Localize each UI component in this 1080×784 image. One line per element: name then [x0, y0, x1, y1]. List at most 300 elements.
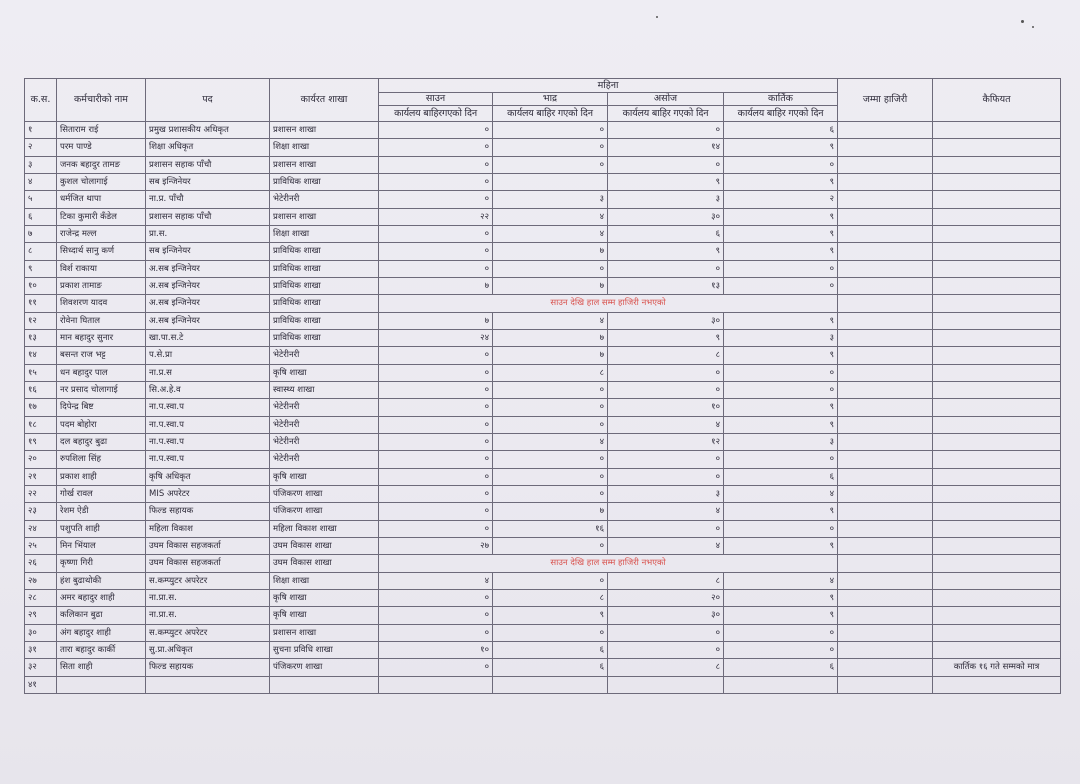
row-month-2: ६ [493, 641, 608, 658]
row-name: सिताराम राई [57, 122, 146, 139]
header-branch: कार्यरत शाखा [270, 79, 379, 122]
row-serial: २४ [25, 520, 57, 537]
row-month-4: २ [724, 191, 838, 208]
attendance-table [24, 78, 1061, 694]
row-total [838, 208, 933, 225]
row-remark [933, 295, 1061, 312]
row-remark [933, 260, 1061, 277]
row-remark [933, 312, 1061, 329]
row-serial: ५ [25, 191, 57, 208]
table-row [25, 191, 1061, 208]
row-month-4: ० [724, 156, 838, 173]
row-name: धर्मजित थापा [57, 191, 146, 208]
row-month-3: ० [608, 641, 724, 658]
row-branch: प्राविधिक शाखा [270, 243, 379, 260]
row-post: अ.सब इन्जिनेयर [146, 295, 270, 312]
row-month-2 [493, 173, 608, 190]
table-row [25, 624, 1061, 641]
row-month-1: ० [379, 399, 493, 416]
row-name: विर्श राकाया [57, 260, 146, 277]
table-row [25, 676, 1061, 694]
row-month-3: ४ [608, 503, 724, 520]
row-serial: १३ [25, 329, 57, 346]
row-remark [933, 416, 1061, 433]
table-row [25, 468, 1061, 485]
row-total [838, 468, 933, 485]
row-remark [933, 381, 1061, 398]
row-month-4: ९ [724, 607, 838, 624]
row-name: प्रकाश तामाङ [57, 277, 146, 294]
row-month-2: १६ [493, 520, 608, 537]
row-month-3: ३० [608, 208, 724, 225]
row-serial: २६ [25, 555, 57, 572]
table-row [25, 347, 1061, 364]
row-month-2: ७ [493, 329, 608, 346]
row-month-4: ० [724, 364, 838, 381]
row-month-2: ४ [493, 208, 608, 225]
table-row [25, 312, 1061, 329]
row-name: टिका कुमारी कँडेल [57, 208, 146, 225]
row-serial: १९ [25, 433, 57, 450]
row-serial: १० [25, 277, 57, 294]
row-month-2: ८ [493, 364, 608, 381]
row-remark [933, 451, 1061, 468]
row-post: ना.प.स्वा.प [146, 451, 270, 468]
row-month-3: १० [608, 399, 724, 416]
row-month-1: ० [379, 520, 493, 537]
row-month-3: १२ [608, 433, 724, 450]
row-serial: ११ [25, 295, 57, 312]
row-total [838, 624, 933, 641]
header-month-1: साउन [379, 93, 493, 106]
table-row [25, 537, 1061, 554]
row-month-3: ८ [608, 572, 724, 589]
row-total [838, 572, 933, 589]
row-name: अंग बहादुर शाही [57, 624, 146, 641]
row-branch: भेटेरीनरी [270, 433, 379, 450]
table-row [25, 329, 1061, 346]
row-branch: प्रशासन शाखा [270, 122, 379, 139]
row-total [838, 225, 933, 242]
row-remark [933, 277, 1061, 294]
row-post: स.कम्प्युटर अपरेटर [146, 624, 270, 641]
row-name: पदम बोहोरा [57, 416, 146, 433]
row-remark [933, 243, 1061, 260]
row-post: सु.प्रा.अधिकृत [146, 641, 270, 658]
row-post: ना.प.स्वा.प [146, 399, 270, 416]
row-month-2: ४ [493, 312, 608, 329]
row-branch: भेटेरीनरी [270, 451, 379, 468]
row-post: फिल्ड सहायक [146, 503, 270, 520]
row-name: बसन्त राज भट्ट [57, 347, 146, 364]
row-post: MIS अपरेटर [146, 485, 270, 502]
row-serial: २० [25, 451, 57, 468]
row-remark [933, 347, 1061, 364]
row-month-1: ० [379, 156, 493, 173]
row-branch: भेटेरीनरी [270, 347, 379, 364]
header-serial: क.स. [25, 79, 57, 122]
row-month-2: ० [493, 399, 608, 416]
row-name: दल बहादुर बुढा [57, 433, 146, 450]
header-caption-4: कार्यलय बाहिर गएको दिन [724, 106, 838, 122]
row-name: जनक बहादुर तामङ [57, 156, 146, 173]
row-branch: पंजिकरण शाखा [270, 659, 379, 676]
row-month-1: ० [379, 139, 493, 156]
row-month-4: ० [724, 520, 838, 537]
row-total [838, 329, 933, 346]
row-month-4: ० [724, 277, 838, 294]
header-caption-3: कार्यलय बाहिर गएको दिन [608, 106, 724, 122]
row-post: ना.प्रा.स. [146, 589, 270, 606]
row-month-4: ३ [724, 329, 838, 346]
row-month-3: ८ [608, 347, 724, 364]
header-caption-2: कार्यलय बाहिर गएको दिन [493, 106, 608, 122]
row-name: हंश बुढाथोकी [57, 572, 146, 589]
row-month-1: ० [379, 243, 493, 260]
row-month-4: ९ [724, 312, 838, 329]
table-row [25, 520, 1061, 537]
row-total [838, 659, 933, 676]
row-month-1: १० [379, 641, 493, 658]
row-remark [933, 520, 1061, 537]
row-month-2: ९ [493, 607, 608, 624]
row-total [838, 364, 933, 381]
row-branch: प्राविधिक शाखा [270, 295, 379, 312]
row-remark [933, 555, 1061, 572]
row-total [838, 589, 933, 606]
empty-cell [608, 676, 724, 694]
row-remark [933, 641, 1061, 658]
row-month-3: ० [608, 381, 724, 398]
row-total [838, 295, 933, 312]
table-row [25, 156, 1061, 173]
empty-cell [379, 676, 493, 694]
row-total [838, 503, 933, 520]
row-month-3: ३० [608, 607, 724, 624]
row-month-4: ६ [724, 122, 838, 139]
row-remark [933, 156, 1061, 173]
row-month-2: ८ [493, 589, 608, 606]
table-row [25, 607, 1061, 624]
row-month-2: ० [493, 122, 608, 139]
table-row [25, 555, 1061, 572]
row-month-3: ९ [608, 243, 724, 260]
row-month-2: ४ [493, 433, 608, 450]
row-month-3: ३ [608, 191, 724, 208]
row-month-1: ७ [379, 312, 493, 329]
row-post: कृषि अधिकृत [146, 468, 270, 485]
row-name: मान बहादुर सुनार [57, 329, 146, 346]
row-total [838, 191, 933, 208]
table-row [25, 572, 1061, 589]
table-row [25, 381, 1061, 398]
row-total [838, 399, 933, 416]
row-month-1: ० [379, 468, 493, 485]
row-post: उघम विकास सहजकर्ता [146, 555, 270, 572]
row-month-2: ४ [493, 225, 608, 242]
empty-cell [270, 676, 379, 694]
row-month-4: ९ [724, 399, 838, 416]
row-remark [933, 485, 1061, 502]
table-row [25, 295, 1061, 312]
row-serial: ४१ [25, 676, 57, 694]
row-month-3: ० [608, 451, 724, 468]
row-post: प्रशासन सहाक पाँचौ [146, 156, 270, 173]
row-month-3: २० [608, 589, 724, 606]
row-month-4: ४ [724, 485, 838, 502]
row-post: सब इन्जिनेयर [146, 243, 270, 260]
row-total [838, 347, 933, 364]
row-post: अ.सब इन्जिनेयर [146, 277, 270, 294]
row-month-2: ७ [493, 503, 608, 520]
row-serial: १५ [25, 364, 57, 381]
header-caption-1: कार्यलय बाहिरगएको दिन [379, 106, 493, 122]
row-serial: २९ [25, 607, 57, 624]
row-month-3: ० [608, 468, 724, 485]
row-month-1: ० [379, 485, 493, 502]
empty-cell [57, 676, 146, 694]
row-post: प्रा.स. [146, 225, 270, 242]
row-branch: पंजिकरण शाखा [270, 485, 379, 502]
row-total [838, 555, 933, 572]
table-body [25, 122, 1061, 694]
row-remark [933, 607, 1061, 624]
row-month-4: ९ [724, 347, 838, 364]
row-name: गोर्ख रावल [57, 485, 146, 502]
header-month-2: भाद्र [493, 93, 608, 106]
row-month-4: ० [724, 381, 838, 398]
empty-cell [493, 676, 608, 694]
table-row [25, 433, 1061, 450]
row-month-4: ९ [724, 225, 838, 242]
row-serial: २१ [25, 468, 57, 485]
row-branch: प्राविधिक शाखा [270, 329, 379, 346]
row-total [838, 537, 933, 554]
paper-speck [1032, 26, 1034, 28]
row-serial: ३२ [25, 659, 57, 676]
row-serial: ६ [25, 208, 57, 225]
row-post: प्रमुख प्रशासकीय अधिकृत [146, 122, 270, 139]
row-total [838, 122, 933, 139]
paper-speck [656, 16, 658, 18]
row-month-3: ० [608, 520, 724, 537]
row-total [838, 416, 933, 433]
row-total [838, 520, 933, 537]
row-remark [933, 225, 1061, 242]
row-total [838, 641, 933, 658]
row-serial: २ [25, 139, 57, 156]
row-remark [933, 122, 1061, 139]
empty-cell [724, 676, 838, 694]
row-month-1: ० [379, 659, 493, 676]
table-row [25, 277, 1061, 294]
row-month-2: ७ [493, 243, 608, 260]
table-row [25, 260, 1061, 277]
table-row [25, 589, 1061, 606]
row-month-1: ० [379, 589, 493, 606]
row-note: साउन देखि हाल सम्म हाजिरी नभएको [379, 555, 838, 572]
row-note: साउन देखि हाल सम्म हाजिरी नभएको [379, 295, 838, 312]
row-total [838, 451, 933, 468]
row-total [838, 156, 933, 173]
row-serial: १२ [25, 312, 57, 329]
row-month-4: ० [724, 641, 838, 658]
row-name: सिता शाही [57, 659, 146, 676]
table-row [25, 641, 1061, 658]
row-month-3: १४ [608, 139, 724, 156]
row-post: खा.पा.स.टे [146, 329, 270, 346]
row-remark [933, 208, 1061, 225]
row-name: राजेन्द्र मल्ल [57, 225, 146, 242]
row-month-2: ० [493, 260, 608, 277]
row-month-4: ४ [724, 572, 838, 589]
row-branch: प्रशासन शाखा [270, 624, 379, 641]
row-name: नर प्रसाद चोलागाई [57, 381, 146, 398]
row-serial: ३१ [25, 641, 57, 658]
row-serial: ४ [25, 173, 57, 190]
row-total [838, 433, 933, 450]
table-row [25, 208, 1061, 225]
row-month-4: ९ [724, 589, 838, 606]
row-month-1: ० [379, 433, 493, 450]
row-month-2: ७ [493, 277, 608, 294]
row-total [838, 260, 933, 277]
row-post: ना.प.स्वा.प [146, 416, 270, 433]
row-month-1: २२ [379, 208, 493, 225]
row-month-1: ० [379, 225, 493, 242]
table-row [25, 122, 1061, 139]
empty-cell [146, 676, 270, 694]
row-branch: प्राविधिक शाखा [270, 173, 379, 190]
row-name: तारा बहादुर कार्की [57, 641, 146, 658]
row-post: प.से.प्रा [146, 347, 270, 364]
table-row [25, 139, 1061, 156]
row-month-4: ९ [724, 416, 838, 433]
row-month-2: ० [493, 451, 608, 468]
row-total [838, 277, 933, 294]
row-month-2: ० [493, 381, 608, 398]
row-post: सब इन्जिनेयर [146, 173, 270, 190]
row-name: पशुपति शाही [57, 520, 146, 537]
row-month-3: ९ [608, 173, 724, 190]
row-month-1: ० [379, 173, 493, 190]
row-month-3: ४ [608, 416, 724, 433]
row-month-4: ० [724, 624, 838, 641]
row-remark [933, 399, 1061, 416]
row-month-1: ० [379, 624, 493, 641]
row-post: फिल्ड सहायक [146, 659, 270, 676]
row-month-4: ९ [724, 173, 838, 190]
row-month-2: ० [493, 485, 608, 502]
row-serial: २७ [25, 572, 57, 589]
header-post: पद [146, 79, 270, 122]
header-month: महिना [379, 79, 838, 93]
row-serial: ३० [25, 624, 57, 641]
row-month-2: ० [493, 416, 608, 433]
row-month-4: ६ [724, 468, 838, 485]
row-month-2: ७ [493, 347, 608, 364]
row-month-1: ० [379, 451, 493, 468]
row-month-2: ० [493, 468, 608, 485]
row-post: ना.प.स्वा.प [146, 433, 270, 450]
row-month-1: २४ [379, 329, 493, 346]
row-branch: उघम विकास शाखा [270, 537, 379, 554]
row-month-2: ६ [493, 659, 608, 676]
row-branch: भेटेरीनरी [270, 416, 379, 433]
row-post: ना.प्रा.स. [146, 607, 270, 624]
table-row [25, 225, 1061, 242]
table-row [25, 416, 1061, 433]
row-month-1: ० [379, 364, 493, 381]
row-month-1: ० [379, 260, 493, 277]
row-name: धन बहादुर पाल [57, 364, 146, 381]
row-month-4: ९ [724, 503, 838, 520]
row-name: परम पाण्डे [57, 139, 146, 156]
row-month-4: ९ [724, 537, 838, 554]
row-month-1: ० [379, 191, 493, 208]
row-branch: शिक्षा शाखा [270, 139, 379, 156]
row-total [838, 173, 933, 190]
row-month-1: २७ [379, 537, 493, 554]
row-month-3: ४ [608, 537, 724, 554]
row-serial: १६ [25, 381, 57, 398]
row-post: सि.अ.हे.व [146, 381, 270, 398]
row-month-4: ३ [724, 433, 838, 450]
row-branch: प्रशासन शाखा [270, 156, 379, 173]
row-month-3: ० [608, 122, 724, 139]
header-remarks: कैफियत [933, 79, 1061, 122]
row-month-2: ० [493, 537, 608, 554]
row-post: शिक्षा अधिकृत [146, 139, 270, 156]
paper-speck [1021, 20, 1024, 23]
row-month-1: ४ [379, 572, 493, 589]
row-month-1: ० [379, 607, 493, 624]
row-month-3: १३ [608, 277, 724, 294]
row-month-4: ० [724, 451, 838, 468]
row-serial: ९ [25, 260, 57, 277]
empty-cell [933, 676, 1061, 694]
row-name: प्रकाश शाही [57, 468, 146, 485]
row-branch: प्राविधिक शाखा [270, 260, 379, 277]
row-post: ना.प्र. पाँचौ [146, 191, 270, 208]
row-branch: प्राविधिक शाखा [270, 277, 379, 294]
row-month-2: ० [493, 572, 608, 589]
row-total [838, 312, 933, 329]
row-month-1: ० [379, 122, 493, 139]
row-post: उघम विकास सहजकर्ता [146, 537, 270, 554]
header-name: कर्मचारीको नाम [57, 79, 146, 122]
row-serial: २८ [25, 589, 57, 606]
row-month-3: ६ [608, 225, 724, 242]
row-serial: १८ [25, 416, 57, 433]
row-month-3: ९ [608, 329, 724, 346]
row-branch: स्वास्थ्य शाखा [270, 381, 379, 398]
row-branch: शिक्षा शाखा [270, 572, 379, 589]
row-branch: शिक्षा शाखा [270, 225, 379, 242]
row-month-1: ० [379, 416, 493, 433]
row-serial: १ [25, 122, 57, 139]
row-name: रेशम ऐडी [57, 503, 146, 520]
row-month-3: ० [608, 260, 724, 277]
row-remark [933, 329, 1061, 346]
row-remark: कार्तिक १६ गते सम्मको मात्र [933, 659, 1061, 676]
row-remark [933, 433, 1061, 450]
row-remark [933, 468, 1061, 485]
row-month-1: ० [379, 381, 493, 398]
row-name: रुपशिला सिंह [57, 451, 146, 468]
row-name: कुशल चोलागाई [57, 173, 146, 190]
row-post: महिला विकाश [146, 520, 270, 537]
